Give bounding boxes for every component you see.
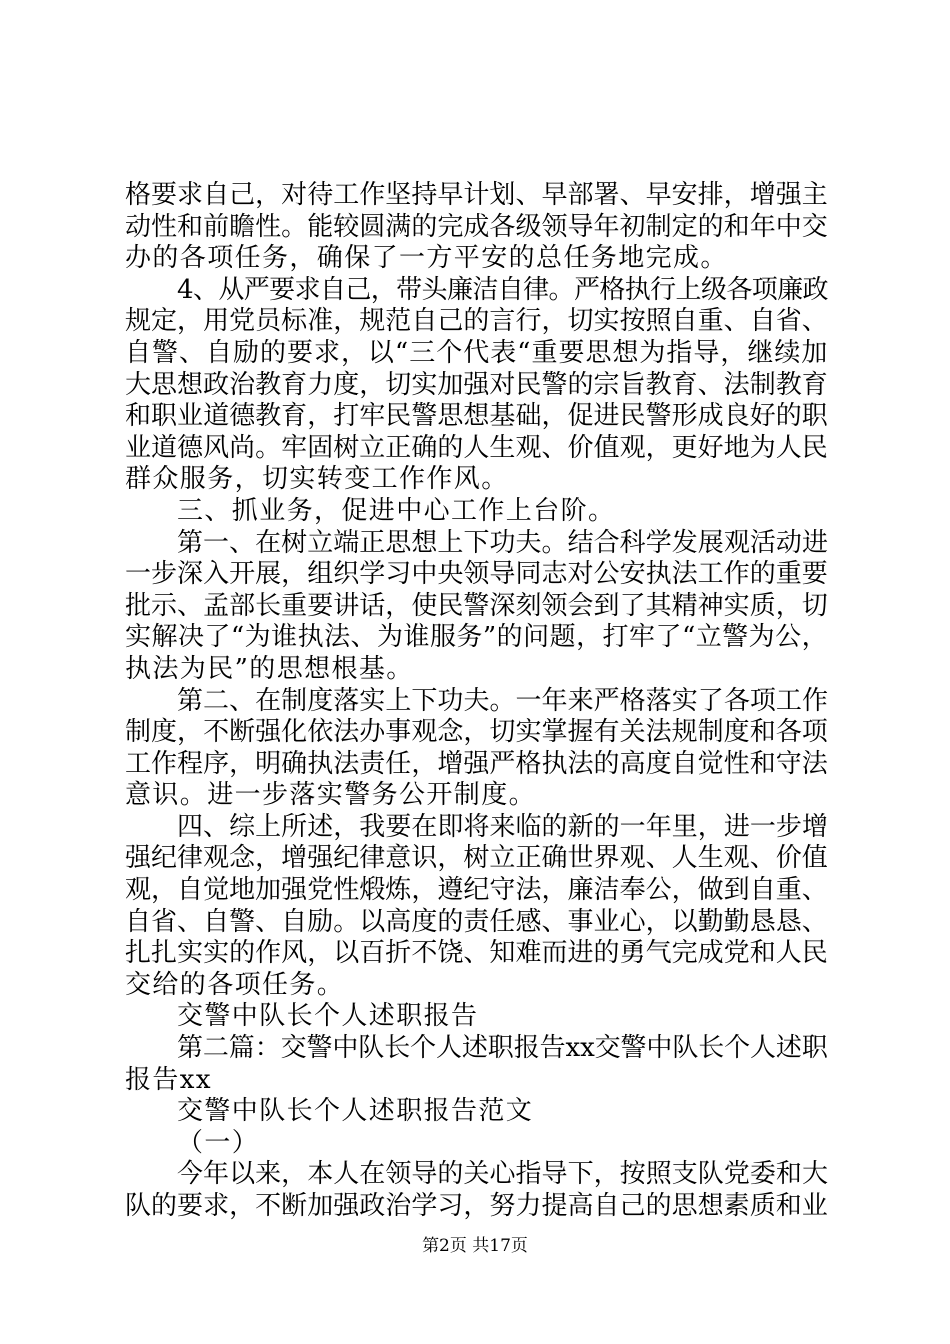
body-line-8: 和职业道德教育，打牢民警思想基础，促进民警形成良好的职 bbox=[125, 401, 828, 432]
section-heading-four: 四、综上所述，我要在即将来临的新的一年里，进一步增 bbox=[177, 811, 829, 842]
report-title: 交警中队长个人述职报告 bbox=[177, 1001, 479, 1032]
body-line-32: 今年以来，本人在领导的关心指导下，按照支队党委和大 bbox=[177, 1159, 829, 1190]
body-line-15: 实解决了“为谁执法、为谁服务”的问题，打牢了“立警为公， bbox=[125, 622, 829, 653]
body-line-9: 业道德风尚。牢固树立正确的人生观、价值观，更好地为人民 bbox=[125, 432, 828, 463]
chapter-two-title: 第二篇：交警中队长个人述职报告xx交警中队长个人述职 bbox=[177, 1033, 828, 1064]
part-one-label: （一） bbox=[177, 1127, 260, 1158]
body-line-33: 队的要求，不断加强政治学习，努力提高自己的思想素质和业 bbox=[125, 1191, 828, 1221]
body-line-7: 大思想政治教育力度，切实加强对民警的宗旨教育、法制教育 bbox=[125, 369, 828, 400]
chapter-two-title-cont: 报告xx bbox=[125, 1064, 212, 1095]
body-line-18: 制度，不断强化依法办事观念，切实掌握有关法规制度和各项 bbox=[125, 717, 828, 748]
body-line-23: 观，自觉地加强党性煅炼，遵纪守法，廉洁奉公，做到自重、 bbox=[125, 875, 828, 906]
body-line-12: 第一、在树立端正思想上下功夫。结合科学发展观活动进 bbox=[177, 527, 829, 558]
body-line-5: 规定，用党员标准，规范自己的言行，切实按照自重、自省、 bbox=[125, 306, 828, 337]
body-line-16: 执法为民”的思想根基。 bbox=[125, 653, 414, 684]
body-line-2: 动性和前瞻性。能较圆满的完成各级领导年初制定的和年中交 bbox=[125, 211, 828, 242]
body-line-26: 交给的各项任务。 bbox=[125, 969, 345, 1000]
body-line-10: 群众服务，切实转变工作作风。 bbox=[125, 464, 509, 495]
body-line-22: 强纪律观念，增强纪律意识，树立正确世界观、人生观、价值 bbox=[125, 843, 828, 874]
body-line-13: 一步深入开展，组织学习中央领导同志对公安执法工作的重要 bbox=[125, 559, 828, 590]
sample-title: 交警中队长个人述职报告范文 bbox=[177, 1096, 534, 1127]
body-line-19: 工作程序，明确执法责任，增强严格执法的高度自觉性和守法 bbox=[125, 748, 828, 779]
body-line-20: 意识。进一步落实警务公开制度。 bbox=[125, 780, 537, 811]
body-line-17: 第二、在制度落实上下功夫。一年来严格落实了各项工作 bbox=[177, 685, 829, 716]
body-line-24: 自省、自警、自励。以高度的责任感、事业心，以勤勤恳恳、 bbox=[125, 906, 828, 937]
body-line-3: 办的各项任务，确保了一方平安的总任务地完成。 bbox=[125, 243, 728, 274]
body-line-4: 4、从严要求自己，带头廉洁自律。严格执行上级各项廉政 bbox=[177, 274, 828, 305]
body-line-14: 批示、孟部长重要讲话，使民警深刻领会到了其精神实质，切 bbox=[125, 590, 828, 621]
section-heading-three: 三、抓业务，促进中心工作上台阶。 bbox=[177, 495, 616, 526]
body-line-1: 格要求自己，对待工作坚持早计划、早部署、早安排，增强主 bbox=[125, 180, 828, 210]
body-line-25: 扎扎实实的作风，以百折不饶、知难而进的勇气完成党和人民 bbox=[125, 938, 828, 969]
body-line-6: 自警、自励的要求，以“三个代表“重要思想为指导，继续加 bbox=[125, 337, 829, 368]
page-number-footer: 第2页 共17页 bbox=[422, 1236, 528, 1256]
